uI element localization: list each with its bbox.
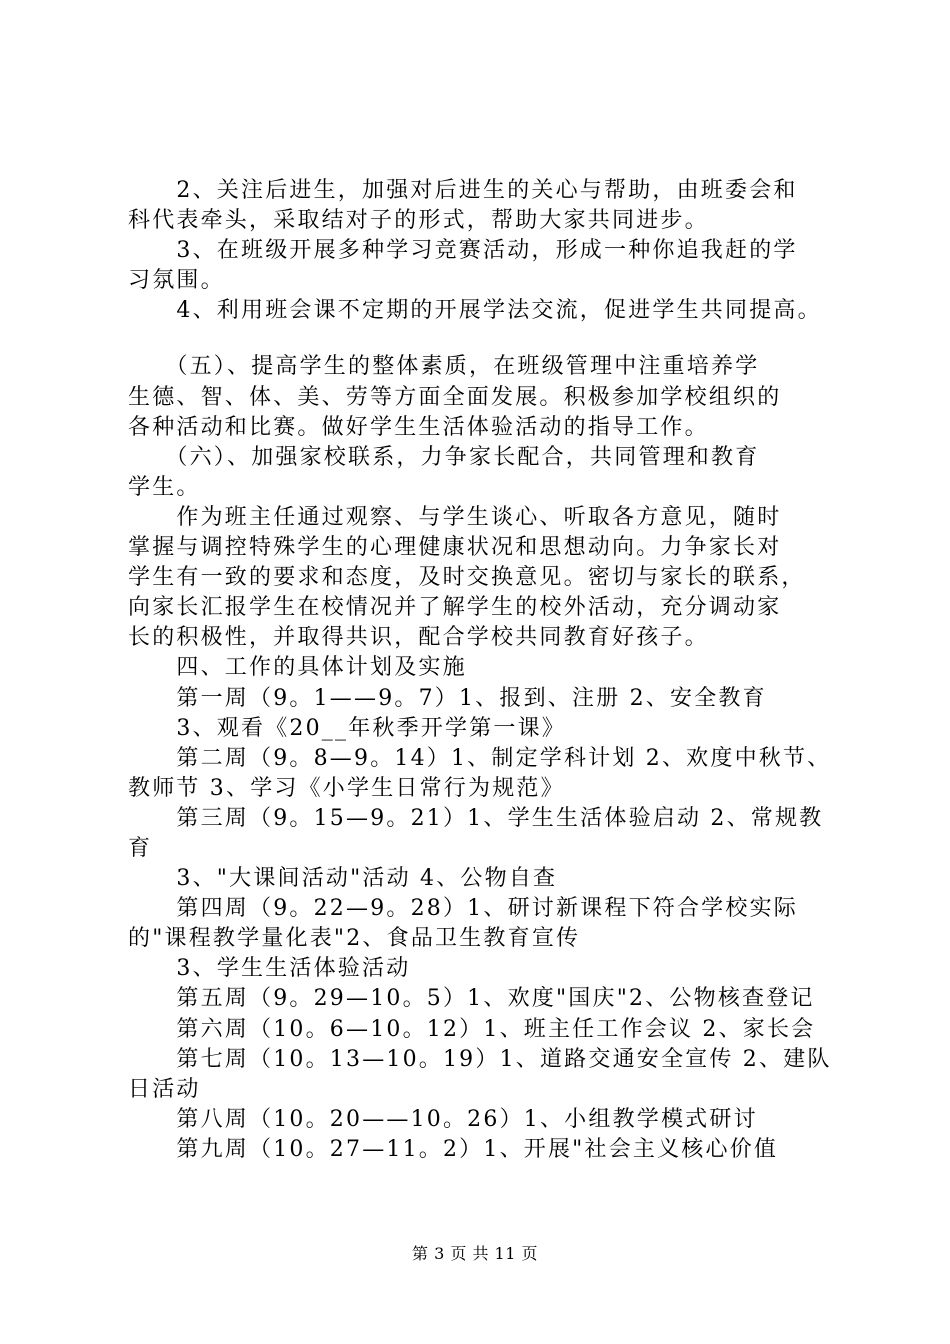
schedule-line: 第七周（10。13—10。19）1、道路交通安全宣传 2、建队 [128, 1046, 832, 1072]
schedule-line: 第四周（9。22—9。28）1、研讨新课程下符合学校实际 [128, 896, 798, 922]
text-line: 3、在班级开展多种学习竞赛活动，形成一种你追我赶的学 [128, 238, 798, 264]
text-line: 掌握与调控特殊学生的心理健康状况和思想动向。力争家长对 [128, 535, 782, 561]
text-line: 4、利用班会课不定期的开展学法交流，促进学生共同提高。 [128, 298, 822, 324]
schedule-line: 第八周（10。20——10。26）1、小组教学模式研讨 [128, 1106, 758, 1132]
text-line: 作为班主任通过观察、与学生谈心、听取各方意见，随时 [128, 504, 782, 530]
text-line: 习氛围。 [128, 268, 225, 294]
text-line: （五）、提高学生的整体素质，在班级管理中注重培养学 [128, 354, 760, 380]
text-line: 向家长汇报学生在校情况并了解学生的校外活动，充分调动家 [128, 595, 782, 621]
text-line: 长的积极性，并取得共识，配合学校共同教育好孩子。 [128, 625, 709, 651]
schedule-line: 日活动 [128, 1076, 201, 1102]
schedule-line: 第六周（10。6—10。12）1、班主任工作会议 2、家长会 [128, 1016, 816, 1042]
page-number-footer: 第 3 页 共 11 页 [412, 1244, 538, 1263]
schedule-line: 第九周（10。27—11。2）1、开展"社会主义核心价值 [128, 1136, 779, 1162]
text-line: （六）、加强家校联系，力争家长配合，共同管理和教育 [128, 444, 760, 470]
schedule-line: 教师节 3、学习《小学生日常行为规范》 [128, 775, 565, 801]
text-line: 生德、智、体、美、劳等方面全面发展。积极参加学校组织的 [128, 384, 782, 410]
document-body [128, 176, 838, 1165]
schedule-line: 的"课程教学量化表"2、食品卫生教育宣传 [128, 926, 581, 952]
schedule-line: 3、"大课间活动"活动 4、公物自查 [128, 866, 558, 892]
text-line: 各种活动和比赛。做好学生生活体验活动的指导工作。 [128, 414, 709, 440]
text-line: 学生。 [128, 474, 201, 500]
schedule-line: 3、观看《20__年秋季开学第一课》 [128, 715, 566, 741]
schedule-line: 第二周（9。8—9。14）1、制定学科计划 2、欢度中秋节、 [128, 745, 832, 771]
text-line: 学生有一致的要求和态度，及时交换意见。密切与家长的联系， [128, 565, 806, 591]
section-heading: 四、工作的具体计划及实施 [128, 655, 467, 681]
schedule-line: 第一周（9。1——9。7）1、报到、注册 2、安全教育 [128, 685, 767, 711]
schedule-line: 第五周（9。29—10。5）1、欢度"国庆"2、公物核查登记 [128, 986, 815, 1012]
schedule-line: 3、学生生活体验活动 [128, 956, 411, 982]
schedule-line: 育 [128, 835, 153, 861]
text-line: 2、关注后进生，加强对后进生的关心与帮助，由班委会和 [128, 178, 798, 203]
blank-line [128, 326, 838, 352]
schedule-line: 第三周（9。15—9。21）1、学生生活体验启动 2、常规教 [128, 805, 824, 831]
text-line: 科代表牵头，采取结对子的形式，帮助大家共同进步。 [128, 208, 709, 234]
